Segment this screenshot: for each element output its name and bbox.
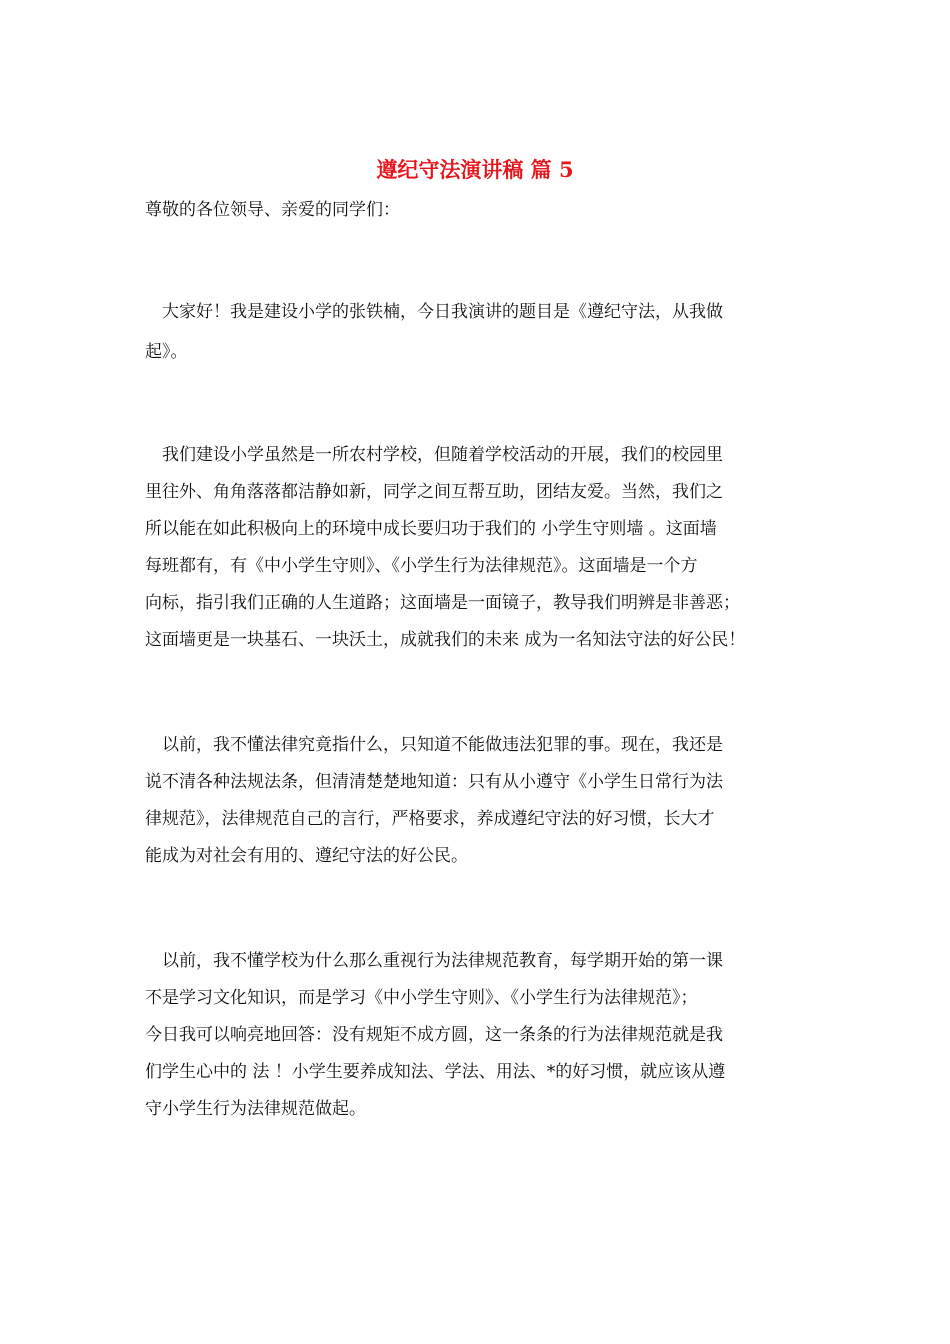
paragraph-2-line-3: 所以能在如此积极向上的环境中成长要归功于我们的 小学生守则墙 。这面墙 bbox=[145, 519, 717, 539]
salutation: 尊敬的各位领导、亲爱的同学们： bbox=[145, 200, 400, 220]
paragraph-3-line-1: 以前，我不懂法律究竟指什么，只知道不能做违法犯罪的事。现在，我还是 bbox=[145, 735, 723, 755]
paragraph-1-line-2: 起》。 bbox=[145, 342, 188, 362]
paragraph-2-line-6: 这面墙更是一块基石、一块沃土，成就我们的未来 成为一名知法守法的好公民！ bbox=[145, 630, 746, 650]
paragraph-4-line-1: 以前，我不懂学校为什么那么重视行为法律规范教育，每学期开始的第一课 bbox=[145, 951, 723, 971]
paragraph-1-line-1: 大家好！我是建设小学的张铁楠，今日我演讲的题目是《遵纪守法，从我做 bbox=[145, 302, 723, 322]
paragraph-4-line-3: 今日我可以响亮地回答：没有规矩不成方圆，这一条条的行为法律规范就是我 bbox=[145, 1025, 723, 1045]
paragraph-2-line-1: 我们建设小学虽然是一所农村学校，但随着学校活动的开展，我们的校园里 bbox=[145, 445, 723, 465]
paragraph-2-line-4: 每班都有，有《中小学生守则》、《小学生行为法律规范》。这面墙是一个方 bbox=[145, 556, 698, 576]
paragraph-3-line-2: 说不清各种法规法条，但清清楚楚地知道：只有从小遵守《小学生日常行为法 bbox=[145, 772, 723, 792]
paragraph-4-line-5: 守小学生行为法律规范做起。 bbox=[145, 1099, 366, 1119]
paragraph-2-line-5: 向标，指引我们正确的人生道路；这面墙是一面镜子，教导我们明辨是非善恶； bbox=[145, 593, 740, 613]
paragraph-2-line-2: 里往外、角角落落都洁静如新，同学之间互帮互助，团结友爱。当然，我们之 bbox=[145, 482, 723, 502]
paragraph-3-line-3: 律规范》，法律规范自己的言行，严格要求，养成遵纪守法的好习惯，长大才 bbox=[145, 809, 715, 829]
paragraph-3-line-4: 能成为对社会有用的、遵纪守法的好公民。 bbox=[145, 846, 468, 866]
paragraph-4-line-2: 不是学习文化知识，而是学习《中小学生守则》、《小学生行为法律规范》； bbox=[145, 988, 698, 1008]
paragraph-4-line-4: 们学生心中的 法 ！小学生要养成知法、学法、用法、*的好习惯，就应该从遵 bbox=[145, 1062, 726, 1082]
document-title: 遵纪守法演讲稿 篇 5 bbox=[376, 157, 574, 182]
